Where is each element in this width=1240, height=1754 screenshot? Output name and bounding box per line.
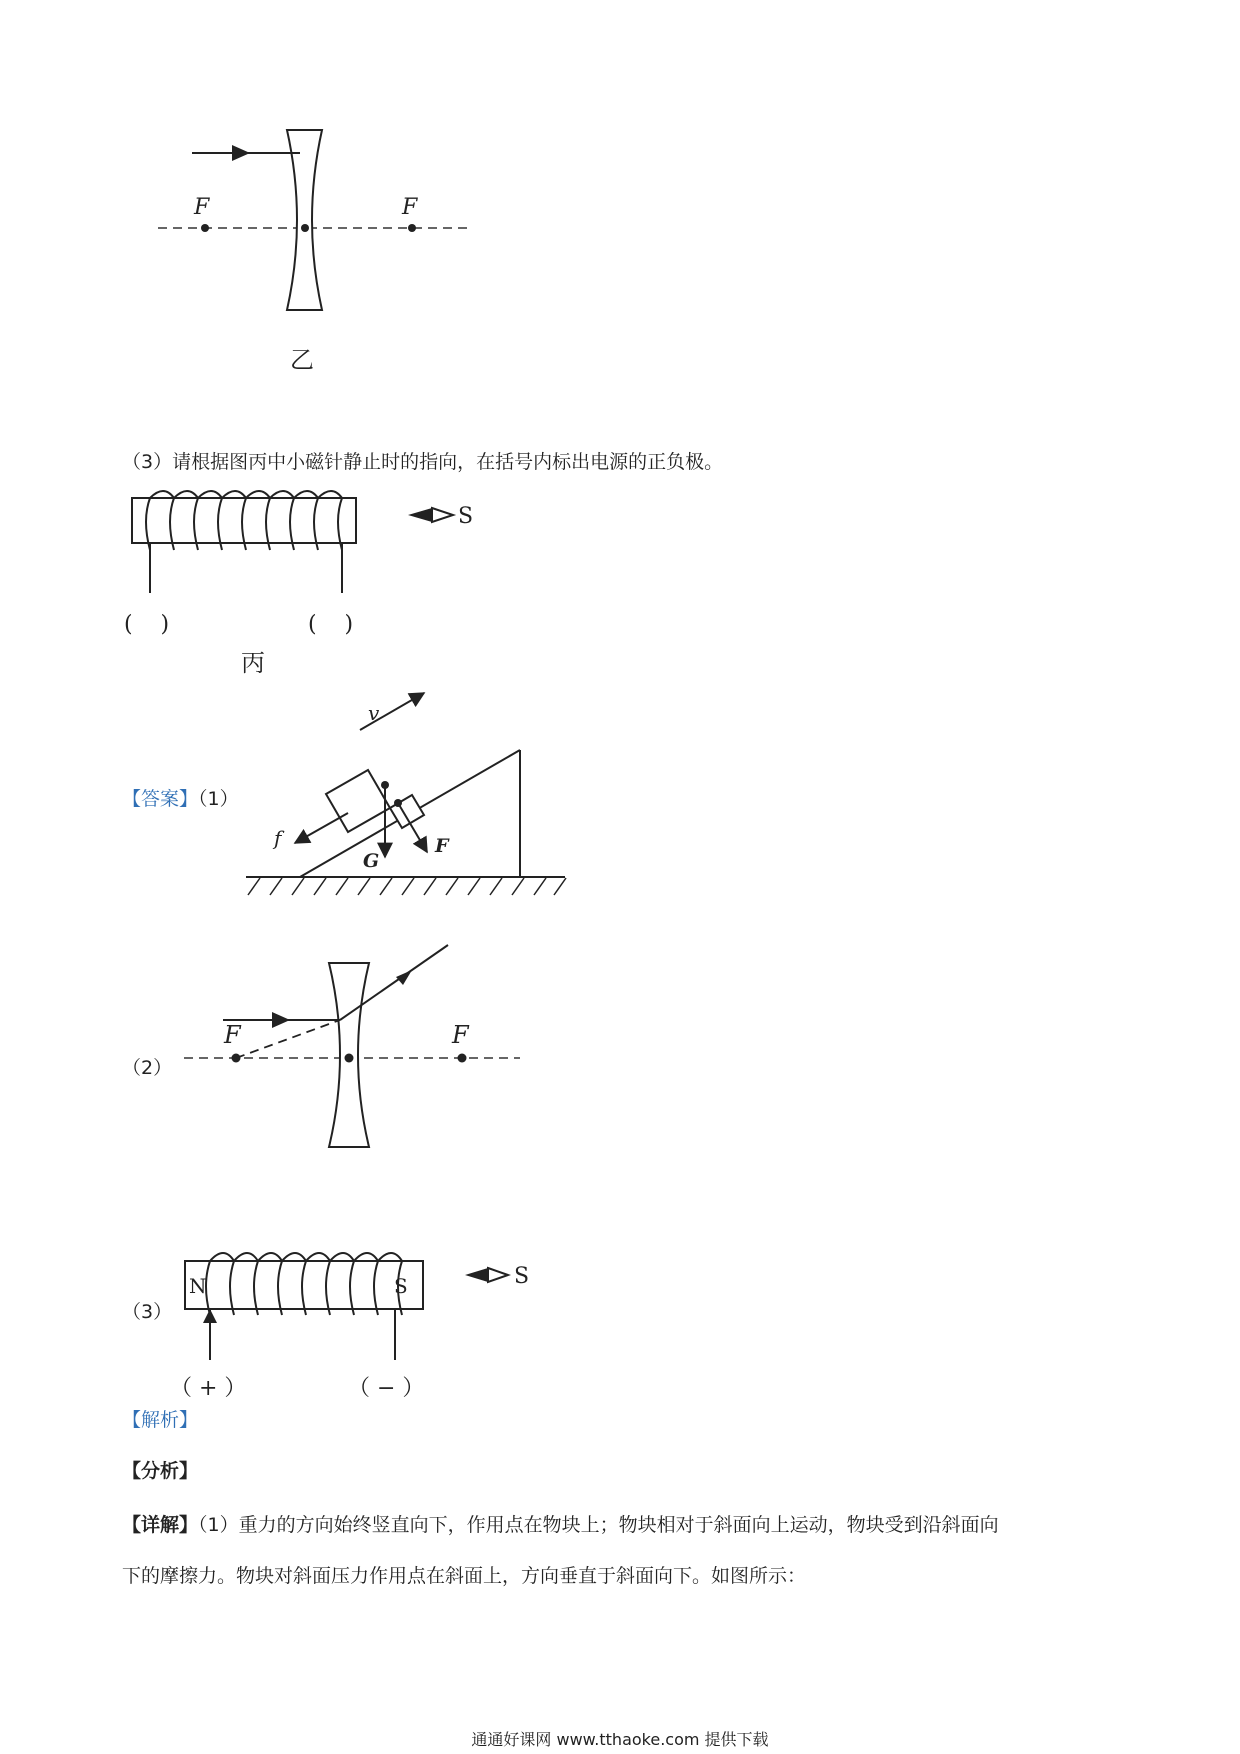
fenxi-heading: 【分析】 — [122, 1460, 199, 1482]
friction-label: f — [274, 826, 282, 850]
detail-line-1-text: （1）重力的方向始终竖直向下，作用点在物块上；物块相对于斜面向上运动，物块受到沿斜面向 — [198, 1514, 999, 1536]
virtual-extension — [236, 1020, 340, 1058]
detail-line-2: 下的摩擦力。物块对斜面压力作用点在斜面上，方向垂直于斜面向下。如图所示： — [122, 1565, 807, 1587]
ray-arrowhead — [232, 145, 250, 161]
answer-tag — [122, 785, 239, 813]
sliding-block — [326, 770, 390, 832]
focal-point-right — [408, 224, 416, 232]
focus-label-right: F — [402, 195, 418, 220]
figure-caption-bing: 丙 — [241, 649, 265, 677]
pole-n-label: N — [189, 1274, 207, 1298]
optical-center — [345, 1054, 354, 1063]
answer-part3-label: （3） — [122, 1301, 173, 1323]
focal-point-right — [458, 1054, 467, 1063]
figure-bing-solenoid — [120, 478, 500, 678]
focus-label-left: F — [194, 195, 210, 220]
focus-label-left: F — [224, 1021, 241, 1049]
answer-2-lens-diagram — [180, 930, 540, 1200]
answer-3-solenoid-diagram — [170, 1225, 550, 1400]
compass-needle — [408, 508, 453, 522]
concave-lens — [287, 130, 322, 310]
answer-1-incline-diagram — [240, 685, 580, 900]
gravity-label: G — [363, 850, 380, 872]
detail-tag: 【详解】 — [122, 1514, 199, 1536]
optical-center — [301, 224, 309, 232]
bracket-right: ( ) — [308, 612, 354, 637]
incident-arrowhead — [272, 1012, 290, 1028]
pole-s-label: S — [394, 1274, 408, 1298]
jiexi-heading: 【解析】 — [122, 1409, 199, 1431]
figure-yi-concave-lens — [150, 120, 480, 380]
velocity-label: v — [368, 701, 380, 725]
page-footer: 通通好课网 www.tthaoke.com 提供下载 — [471, 1730, 769, 1749]
compass-needle — [465, 1268, 508, 1282]
compass-label: S — [514, 1264, 530, 1289]
question-3-text: （3）请根据图丙中小磁针静止时的指向，在括号内标出电源的正负极。 — [122, 451, 724, 473]
focus-label-right: F — [452, 1021, 469, 1049]
refracted-arrowhead — [396, 970, 412, 985]
pressure-label: F — [435, 835, 449, 857]
current-arrowhead — [203, 1309, 217, 1323]
answer-part1-label: （1） — [198, 788, 239, 810]
focal-point-left — [232, 1054, 241, 1063]
compass-label: S — [458, 504, 474, 529]
figure-caption-yi: 乙 — [290, 346, 314, 374]
answer-part2-label: （2） — [122, 1057, 173, 1079]
sign-left: （ + ） — [170, 1376, 247, 1401]
focal-point-left — [201, 224, 209, 232]
bracket-left: ( ) — [124, 612, 170, 637]
block-center — [381, 781, 389, 789]
answer-tag-text: 【答案】 — [122, 788, 199, 810]
detail-line-1 — [122, 1511, 999, 1539]
sign-right: （ − ） — [348, 1376, 425, 1401]
friction-arrow — [295, 813, 348, 843]
ground-hatching — [248, 878, 566, 895]
